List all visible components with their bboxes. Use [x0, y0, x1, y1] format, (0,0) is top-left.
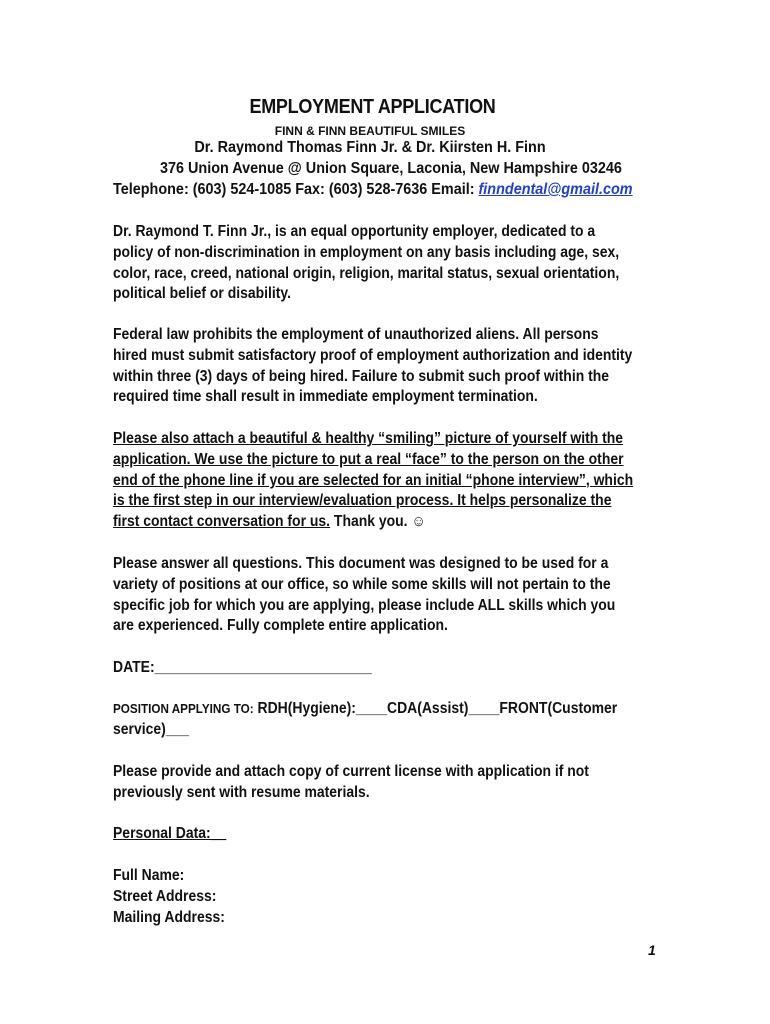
position-field[interactable]	[113, 699, 644, 741]
eeo-line: color, race, creed, national origin, religion, marital status, sexual orientation,	[113, 264, 620, 282]
page-number: 1	[648, 942, 656, 958]
email-link[interactable]: finndental@gmail.com	[478, 181, 633, 198]
eeo-paragraph	[113, 222, 644, 305]
federal-law-paragraph	[113, 325, 644, 408]
doctor-names: Dr. Raymond Thomas Finn Jr. & Dr. Kiirsten H. Finn	[194, 139, 546, 156]
photo-line: first contact conversation for us.	[113, 513, 331, 531]
photo-line-last	[113, 512, 644, 533]
eeo-line: Dr. Raymond T. Finn Jr., is an equal opportunity employer, dedicated to a	[113, 223, 596, 240]
photo-line: application. We use the picture to put a real “face” to the person on the other	[113, 450, 624, 468]
federal-line: required time shall result in immediate employment termination.	[113, 388, 538, 406]
contact-line	[113, 181, 633, 199]
federal-line: hired must submit satisfactory proof of employment authorization and identity	[113, 346, 633, 364]
eeo-line: political belief or disability.	[113, 285, 292, 303]
instructions-paragraph	[113, 554, 644, 637]
photo-request-paragraph	[113, 429, 644, 533]
photo-line: end of the phone line if you are selected for an initial “phone interview”, which	[113, 471, 634, 489]
personal-data-label: Personal Data:__	[113, 825, 227, 842]
date-field[interactable]	[113, 658, 644, 679]
instructions-line: variety of positions at our office, so while some skills will not pertain to the	[113, 575, 611, 593]
full-name-field[interactable]: Full Name:	[113, 867, 185, 884]
mailing-address-field[interactable]: Mailing Address:	[113, 908, 225, 926]
license-line: previously sent with resume materials.	[113, 783, 370, 801]
instructions-line: are experienced. Fully complete entire application.	[113, 617, 448, 635]
federal-line: Federal law prohibits the employment of unauthorized aliens. All persons	[113, 326, 599, 343]
street-address-field[interactable]: Street Address:	[113, 887, 217, 905]
position-line	[113, 699, 644, 720]
position-options-continued: service)___	[113, 720, 190, 738]
personal-data-fields	[113, 866, 644, 928]
instructions-line: specific job for which you are applying, please include ALL skills which you	[113, 596, 616, 614]
date-label: DATE:____________________________	[113, 659, 372, 676]
license-paragraph	[113, 762, 644, 804]
photo-line: is the first step in our interview/evaluation process. It helps personalize the	[113, 492, 612, 510]
personal-data-heading	[113, 824, 644, 845]
photo-line: Please also attach a beautiful & healthy “smiling” picture of yourself with the	[113, 430, 624, 447]
license-line: Please provide and attach copy of current license with application if not	[113, 763, 589, 780]
federal-line: within three (3) days of being hired. Failure to submit such proof within the	[113, 367, 610, 385]
practice-address: 376 Union Avenue @ Union Square, Laconia, New Hampshire 03246	[160, 160, 622, 177]
thank-you-text: Thank you. ☺	[330, 513, 426, 531]
instructions-line: Please answer all questions. This document was designed to be used for a	[113, 555, 609, 572]
position-label: POSITION APPLYING TO:	[113, 701, 254, 716]
page-title: EMPLOYMENT APPLICATION	[249, 96, 496, 118]
position-options: RDH(Hygiene):____CDA(Assist)____FRONT(Customer	[253, 700, 618, 717]
contact-phone-fax: Telephone: (603) 524-1085 Fax: (603) 528-7636 Email:	[113, 181, 479, 198]
eeo-line: policy of non-discrimination in employment on any basis including age, sex,	[113, 243, 620, 261]
practice-name: FINN & FINN BEAUTIFUL SMILES	[274, 124, 466, 138]
